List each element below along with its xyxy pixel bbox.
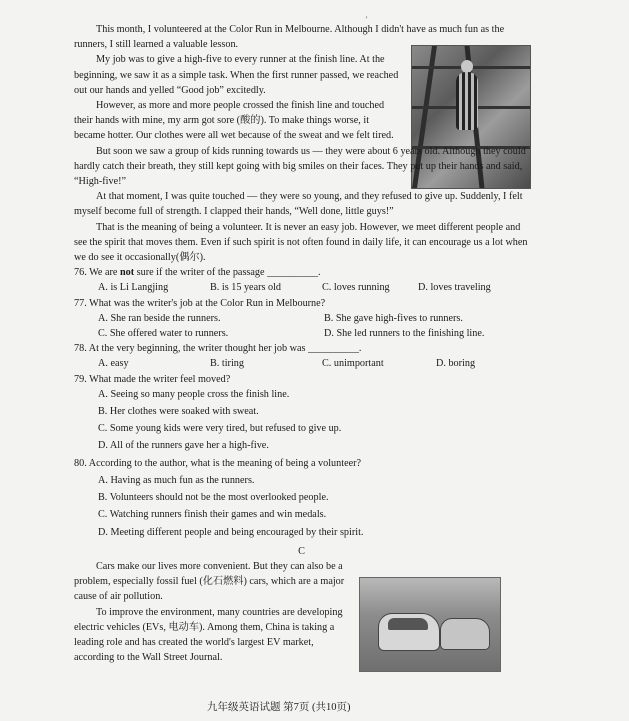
passage-body (74, 22, 529, 665)
option-80-a[interactable]: A. Having as much fun as the runners. (98, 474, 255, 486)
option-76-d[interactable]: D. loves traveling (418, 282, 491, 294)
option-79-d[interactable]: D. All of the runners gave her a high-five. (98, 440, 269, 452)
option-77-d[interactable]: D. She led runners to the finishing line. (324, 328, 485, 340)
option-78-c[interactable]: C. unimportant (322, 358, 384, 370)
options-78 (74, 356, 529, 371)
options-76 (74, 280, 529, 295)
option-79-a[interactable]: A. Seeing so many people cross the finish line. (98, 388, 290, 400)
question-76: 76. We are not sure if the writer of the passage __________. (74, 267, 321, 279)
option-76-c[interactable]: C. loves running (322, 282, 390, 294)
option-77-a[interactable]: A. She ran beside the runners. (98, 312, 221, 324)
paragraph-5: At that moment, I was quite touched — they were so young, and they refused to give up. Suddenly, I felt myself become full of strength. I clapped their hands, “Well done, little guys!” (74, 191, 523, 218)
page-footer: 九年级英语试题 第7页 (共10页) (207, 702, 351, 713)
top-mark: ' (366, 15, 368, 24)
question-79: 79. What made the writer feel moved? (74, 373, 231, 385)
option-77-b[interactable]: B. She gave high-fives to runners. (324, 312, 463, 324)
paragraph-1: This month, I volunteered at the Color Run in Melbourne. Although I didn't have as much fun as the runners, I still learned a valuable lesson. (74, 24, 505, 51)
option-78-d[interactable]: D. boring (436, 358, 476, 370)
options-77-row1 (74, 311, 529, 326)
option-80-c[interactable]: C. Watching runners finish their games and win medals. (98, 509, 327, 521)
options-77-row2 (74, 326, 529, 341)
option-79-c[interactable]: C. Some young kids were very tired, but refused to give up. (98, 423, 342, 435)
question-77: 77. What was the writer's job at the Color Run in Melbourne? (74, 297, 326, 309)
paragraph-4: But soon we saw a group of kids running towards us — they were about 6 years old. Although they could hardly catch their breath, they still kept going with big smiles on their faces. They put up their hands and said, “High-five!” (74, 145, 526, 188)
section-c-paragraph-1: Cars make our lives more convenient. But they can also be a problem, especially fossil fuel (化石燃料) cars, which are a major cause of air pollution. (74, 560, 345, 603)
section-c-paragraph-2: To improve the environment, many countries are developing electric vehicles (EVs, 电动车). Among them, China is taking a leading role and has created the world's largest EV market, according to the Wall Street Journal. (74, 606, 343, 664)
option-80-b[interactable]: B. Volunteers should not be the most overlooked people. (98, 492, 329, 504)
paragraph-6: That is the meaning of being a volunteer. It is never an easy job. However, we meet different people and see the spirit that moves them. Even if such spirit is not often found in daily life, it can encourage us a lot when we do see it occasionally(偶尔). (74, 221, 528, 264)
option-76-b[interactable]: B. is 15 years old (210, 282, 282, 294)
question-80: 80. According to the author, what is the meaning of being a volunteer? (74, 457, 362, 469)
option-79-b[interactable]: B. Her clothes were soaked with sweat. (98, 406, 259, 418)
question-78: 78. At the very beginning, the writer thought her job was __________. (74, 343, 362, 355)
option-78-a[interactable]: A. easy (98, 358, 129, 370)
paragraph-2: My job was to give a high-five to every runner at the finish line. At the beginning, we saw it as a simple task. When the first runner passed, we reached out our hands and yelled “Good job” excitedly. (74, 54, 399, 96)
section-c-label: C (298, 545, 305, 557)
option-76-a[interactable]: A. is Li Langjing (98, 282, 169, 294)
option-78-b[interactable]: B. tiring (210, 358, 244, 370)
paragraph-3: However, as more and more people crossed the finish line and touched their hands with mine, my arm got sore (酸的). To make things worse, it became hotter. Our clothes were all wet because of the sweat and we felt tired. (74, 100, 394, 142)
option-80-d[interactable]: D. Meeting different people and being encouraged by their spirit. (98, 526, 364, 538)
option-77-c[interactable]: C. She offered water to runners. (98, 328, 229, 340)
